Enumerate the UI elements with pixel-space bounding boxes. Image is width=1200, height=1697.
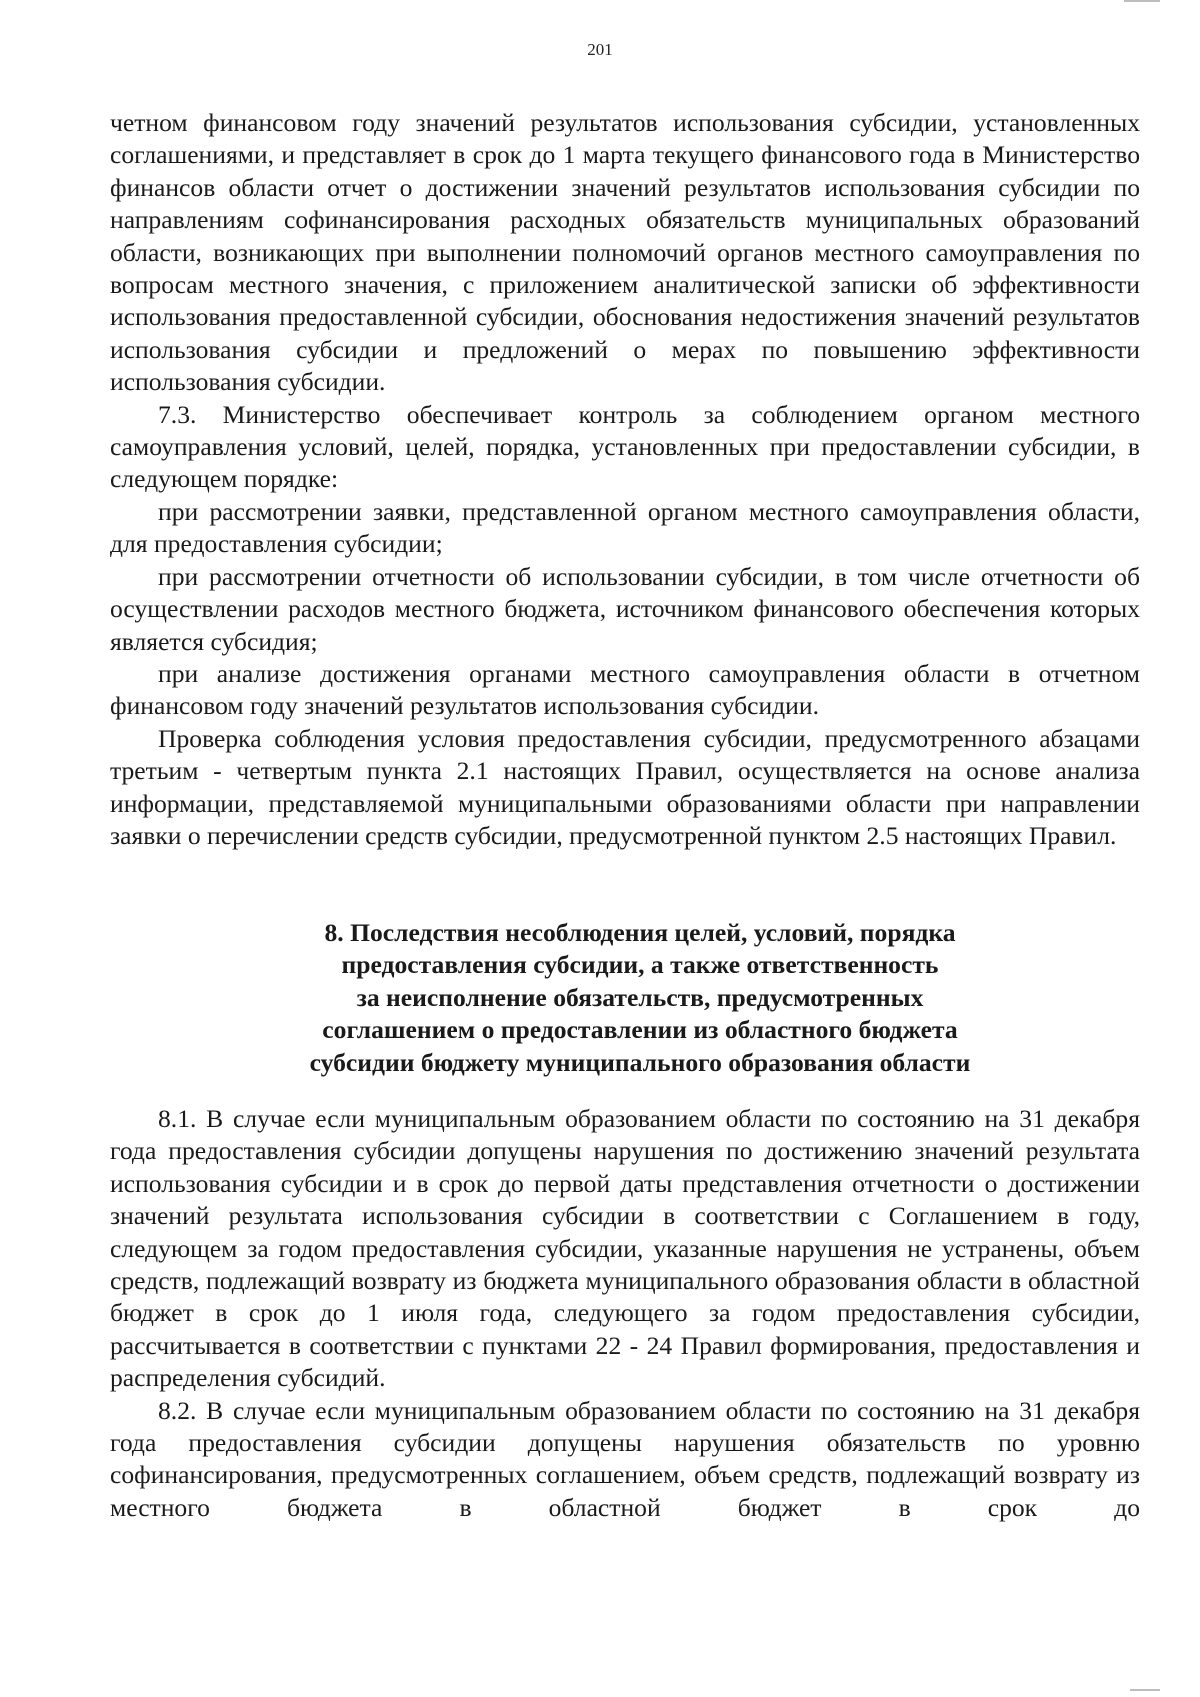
section-heading-line: 8. Последствия несоблюдения целей, условий, порядка	[324, 918, 956, 947]
section-heading-line: субсидии бюджету муниципального образования области	[309, 1047, 971, 1077]
section-heading-line: соглашением о предоставлении из областного бюджета	[322, 1015, 958, 1045]
paragraph-check-conditions: Проверка соблюдения условия предоставления субсидии, предусмотренного абзацами третьим - четвертым пункта 2.1 настоящих Правил, осуществляется на основе анализа информации, представляемой муниципальными образованиями области при направлении заявки о перечислении средств субсидии, предусмотренной пунктом 2.5 настоящих Правил.	[110, 723, 1140, 850]
paragraph-control-item-3: при анализе достижения органами местного самоуправления области в отчетном финансовом году значений результатов использования субсидии.	[110, 658, 1140, 721]
paragraph-control-item-2: при рассмотрении отчетности об использовании субсидии, в том числе отчетности об осуществлении расходов местного бюджета, источником финансового обеспечения которых является субсидия;	[110, 561, 1140, 656]
paragraph-control-item-1: при рассмотрении заявки, представленной органом местного самоуправления области, для предоставления субсидии;	[110, 496, 1140, 559]
paragraph-8-1: 8.1. В случае если муниципальным образованием области по состоянию на 31 декабря года предоставления субсидии допущены нарушения по достижению значений результата использования субсидии и в срок до первой даты представления отчетности о достижении значений результата использования субсидии в соответствии с Соглашением в году, следующем за годом предоставления субсидии, указанные нарушения не устранены, объем средств, подлежащий возврату из бюджета муниципального образования области в областной бюджет в срок до 1 июля года, следующего за годом предоставления субсидии, рассчитывается в соответствии с пунктами 22 - 24 Правил формирования, предоставления и распределения субсидий.	[110, 1104, 1140, 1393]
paragraph-7-3: 7.3. Министерство обеспечивает контроль за соблюдением органом местного самоуправления условий, целей, порядка, установленных при предоставлении субсидии, в следующем порядке:	[110, 399, 1140, 494]
paragraph-8-2: 8.2. В случае если муниципальным образованием области по состоянию на 31 декабря года предоставления субсидии допущены нарушения обязательств по уровню софинансирования, предусмотренных соглашением, объем средств, подлежащий возврату из местного бюджета в областной бюджет в срок до	[110, 1395, 1140, 1522]
body-text-top	[110, 107, 1140, 852]
page-number: 201	[587, 40, 613, 59]
scan-mark-bottom-right	[1130, 1689, 1160, 1691]
section-heading-line: предоставления субсидии, а также ответственность	[341, 950, 939, 980]
scan-mark-top-right	[1124, 0, 1160, 2]
section-8-heading	[150, 917, 1130, 1079]
body-text-bottom	[110, 1103, 1140, 1524]
paragraph-continuation: четном финансовом году значений результатов использования субсидии, установленных соглашениями, и представляет в срок до 1 марта текущего финансового года в Министерство финансов области отчет о достижении значений результатов использования субсидии по направлениям софинансирования расходных обязательств муниципальных образований области, возникающих при выполнении полномочий органов местного самоуправления по вопросам местного значения, с приложением аналитической записки об эффективности использования предоставленной субсидии, обоснования недостижения значений результатов использования субсидии и предложений о мерах по повышению эффективности использования субсидии.	[110, 108, 1140, 397]
section-heading-line: за неисполнение обязательств, предусмотренных	[356, 982, 924, 1012]
